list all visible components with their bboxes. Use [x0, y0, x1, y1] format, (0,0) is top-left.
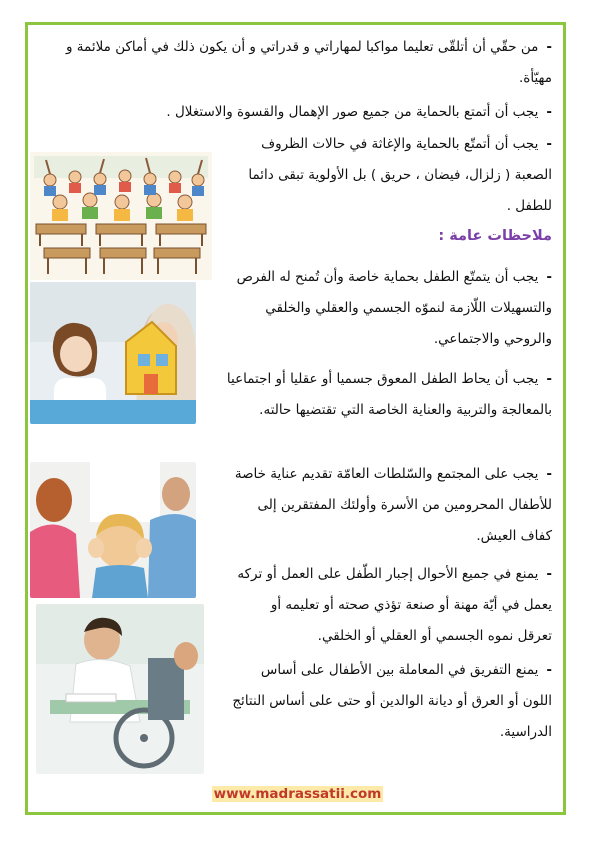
list-item: -يجب أن يتمتّع الطفل بحماية خاصة وأن تُمنح له الفرص والتسهيلات اللّازمة لنموّه الجسمي والعقلي والخلقي والروحي والاجتماعي.: [236, 269, 552, 347]
item-text: يجب أن أتمتع بالحماية من جميع صور الإهمال والقسوة والاستغلال .: [166, 104, 539, 120]
note-text: يجب أن يتمتّع الطفل بحماية خاصة وأن تُمنح له الفرص والتسهيلات اللّازمة لنموّه الجسمي والعقلي والخلقي والروحي والاجتماعي.: [236, 269, 552, 347]
section-heading: ملاحظات عامة :: [438, 228, 552, 244]
teacher-child-photo: [30, 282, 196, 424]
item-text: من حقّي أن أتلقّى تعليما مواكبا لمهاراتي و قدراتي و أن يكون ذلك في أماكن ملائمة و مهيّأة.: [66, 39, 552, 86]
family-conflict-photo: [30, 462, 196, 598]
footer-website: [0, 786, 595, 802]
note-text: يمنع التفريق في المعاملة بين الأطفال على أساس اللون أو العرق أو ديانة الوالدين أو حتى على أساس النتائج الدراسية.: [232, 662, 552, 740]
footer-url: www.madrassatii.com: [213, 786, 382, 802]
list-item: -يمنع التفريق في المعاملة بين الأطفال على أساس اللون أو العرق أو ديانة الوالدين أو حتى على أساس النتائج الدراسية.: [232, 662, 552, 740]
item-text: يجب أن أتمتّع بالحماية والإغاثة في حالات الظروف الصعبة ( زلزال، فيضان ، حريق ) بل الأولوية تبقى دائما للطفل .: [248, 136, 552, 214]
list-item: -يجب على المجتمع والسّلطات العامّة تقديم عناية خاصة للأطفال المحرومين من الأسرة وأولئك المفتقرين إلى كفاف العيش.: [234, 466, 552, 544]
note-text: يجب على المجتمع والسّلطات العامّة تقديم عناية خاصة للأطفال المحرومين من الأسرة وأولئك المفتقرين إلى كفاف العيش.: [234, 466, 552, 544]
note-text: يجب أن يحاط الطفل المعوق جسميا أو عقليا أو اجتماعيا بالمعالجة والتربية والعناية الخاصة التي تقتضيها حالته.: [226, 371, 552, 418]
note-text: يمنع في جميع الأحوال إجبار الطّفل على العمل أو تركه يعمل في أيّة مهنة أو صنعة تؤذي صحته أو تعليمه أو تعرقل نموه الجسمي أو العقلي أو الخلقي.: [237, 566, 552, 644]
list-item: -يجب أن يحاط الطفل المعوق جسميا أو عقليا أو اجتماعيا بالمعالجة والتربية والعناية الخاصة التي تقتضيها حالته.: [226, 371, 552, 418]
list-item: -من حقّي أن أتلقّى تعليما مواكبا لمهاراتي و قدراتي و أن يكون ذلك في أماكن ملائمة و مهيّأة.: [66, 39, 552, 86]
list-item: -يمنع في جميع الأحوال إجبار الطّفل على العمل أو تركه يعمل في أيّة مهنة أو صنعة تؤذي صحته أو تعليمه أو تعرقل نموه الجسمي أو العقلي أو الخلقي.: [237, 566, 552, 644]
list-item: -يجب أن أتمتع بالحماية من جميع صور الإهمال والقسوة والاستغلال .: [166, 104, 552, 120]
classroom-illustration: [30, 152, 212, 280]
list-item: -يجب أن أتمتّع بالحماية والإغاثة في حالات الظروف الصعبة ( زلزال، فيضان ، حريق ) بل الأولوية تبقى دائما للطفل .: [248, 136, 552, 214]
wheelchair-student-photo: [36, 604, 204, 774]
